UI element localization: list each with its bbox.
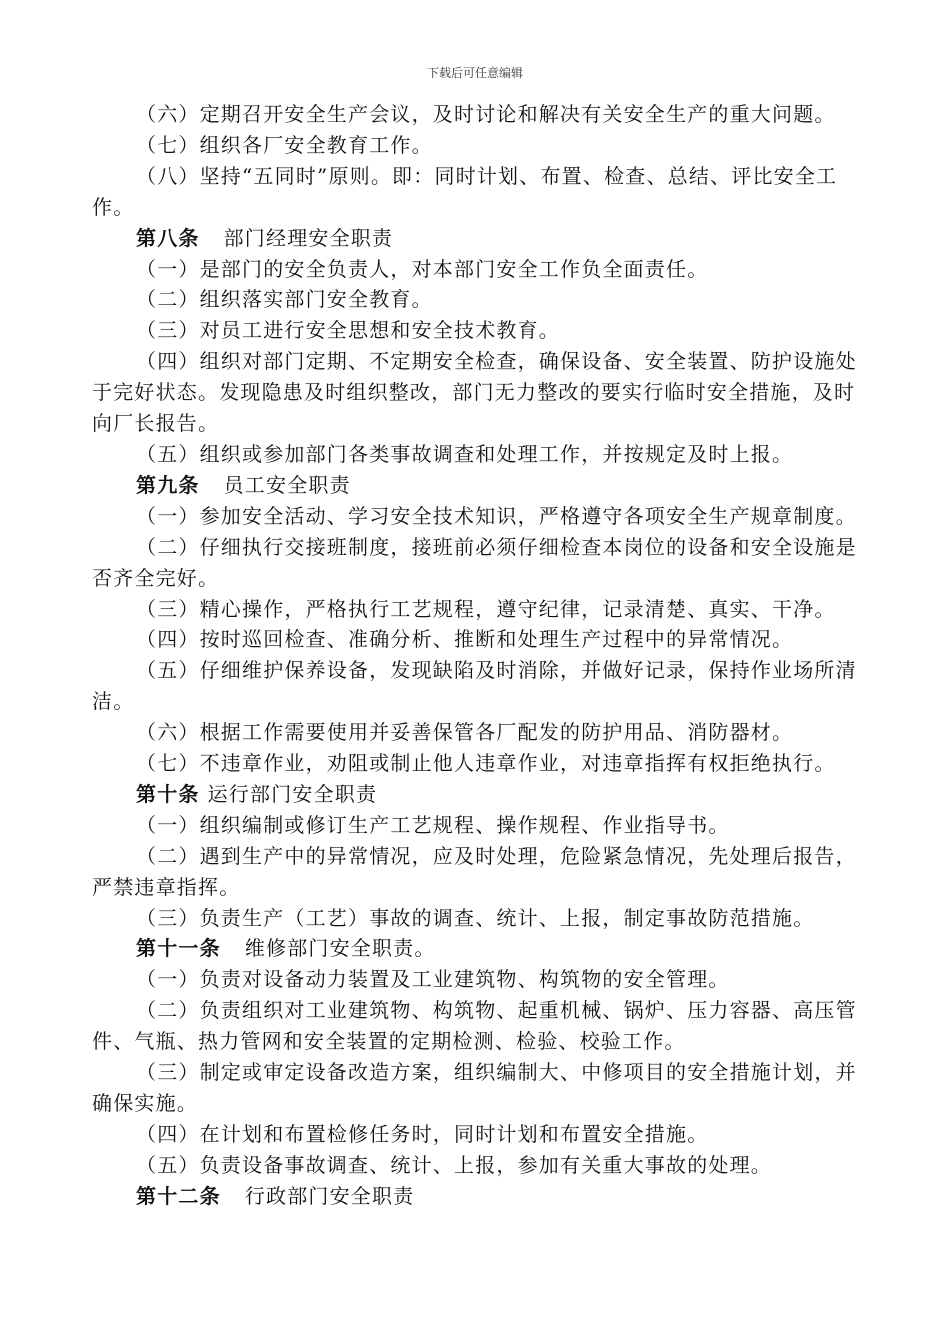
article-number: 第十一条 xyxy=(136,936,221,961)
clause-paragraph: （四）按时巡回检查、准确分析、推断和处理生产过程中的异常情况。 xyxy=(136,627,794,652)
clause-paragraph: （七）组织各厂安全教育工作。 xyxy=(136,132,433,157)
article-number: 第十二条 xyxy=(136,1183,221,1208)
clause-paragraph: （一）组织编制或修订生产工艺规程、操作规程、作业指导书。 xyxy=(136,812,730,837)
article-number: 第十条 xyxy=(136,781,200,806)
clause-paragraph: （七）不违章作业，劝阻或制止他人违章作业，对违章指挥有权拒绝执行。 xyxy=(136,751,836,776)
page-header: 下载后可任意编辑 xyxy=(426,66,523,80)
article-number: 第九条 xyxy=(136,472,200,497)
article-title: 员工安全职责 xyxy=(223,472,351,497)
clause-paragraph: （五）负责设备事故调查、统计、上报，参加有关重大事故的处理。 xyxy=(136,1152,772,1177)
article-number: 第八条 xyxy=(136,225,200,250)
clause-paragraph: （一）参加安全活动、学习安全技术知识，严格遵守各项安全生产规章制度。 xyxy=(136,503,857,528)
clause-paragraph: （三）制定或审定设备改造方案，组织编制大、中修项目的安全措施计划，并确保实施。 xyxy=(92,1060,857,1115)
clause-paragraph: （三）精心操作，严格执行工艺规程，遵守纪律，记录清楚、真实、干净。 xyxy=(136,596,836,621)
clause-paragraph: （二）遇到生产中的异常情况，应及时处理，危险紧急情况，先处理后报告，严禁违章指挥。 xyxy=(92,843,857,899)
article-heading xyxy=(92,223,872,254)
article-heading xyxy=(92,779,872,810)
article-title: 部门经理安全职责 xyxy=(223,225,394,250)
article-heading xyxy=(92,933,872,964)
article-title: 行政部门安全职责 xyxy=(244,1183,415,1208)
clause-paragraph: （二）仔细执行交接班制度，接班前必须仔细检查本岗位的设备和安全设施是否齐全完好。 xyxy=(92,534,857,590)
clause-paragraph: （二）组织落实部门安全教育。 xyxy=(136,287,433,312)
clause-paragraph: （六）根据工作需要使用并妥善保管各厂配发的防护用品、消防器材。 xyxy=(136,720,794,745)
clause-paragraph: （四）在计划和布置检修任务时，同时计划和布置安全措施。 xyxy=(136,1121,709,1146)
clause-paragraph: （四）组织对部门定期、不定期安全检查，确保设备、安全装置、防护设施处于完好状态。发现隐患及时组织整改，部门无力整改的要实行临时安全措施，及时向厂长报告。 xyxy=(92,349,857,436)
clause-paragraph: （五）仔细维护保养设备，发现缺陷及时消除，并做好记录，保持作业场所清洁。 xyxy=(92,658,857,714)
article-heading xyxy=(92,1181,872,1212)
document-body xyxy=(92,99,872,1212)
clause-paragraph: （三）负责生产（工艺）事故的调查、统计、上报，制定事故防范措施。 xyxy=(136,905,815,930)
clause-paragraph: （六）定期召开安全生产会议，及时讨论和解决有关安全生产的重大问题。 xyxy=(136,102,836,126)
clause-paragraph: （八）坚持“五同时”原则。即：同时计划、布置、检查、总结、评比安全工作。 xyxy=(92,163,838,219)
clause-paragraph: （三）对员工进行安全思想和安全技术教育。 xyxy=(136,318,560,343)
clause-paragraph: （一）是部门的安全负责人，对本部门安全工作负全面责任。 xyxy=(136,256,709,281)
article-title: 运行部门安全职责 xyxy=(207,781,378,806)
clause-paragraph: （五）组织或参加部门各类事故调查和处理工作，并按规定及时上报。 xyxy=(136,441,794,466)
clause-paragraph: （一）负责对设备动力装置及工业建筑物、构筑物的安全管理。 xyxy=(136,967,730,992)
clause-paragraph: （二）负责组织对工业建筑物、构筑物、起重机械、锅炉、压力容器、高压管件、气瓶、热力管网和安全装置的定期检测、检验、校验工作。 xyxy=(92,998,857,1054)
article-title: 维修部门安全职责。 xyxy=(244,936,436,961)
article-heading xyxy=(92,470,872,501)
